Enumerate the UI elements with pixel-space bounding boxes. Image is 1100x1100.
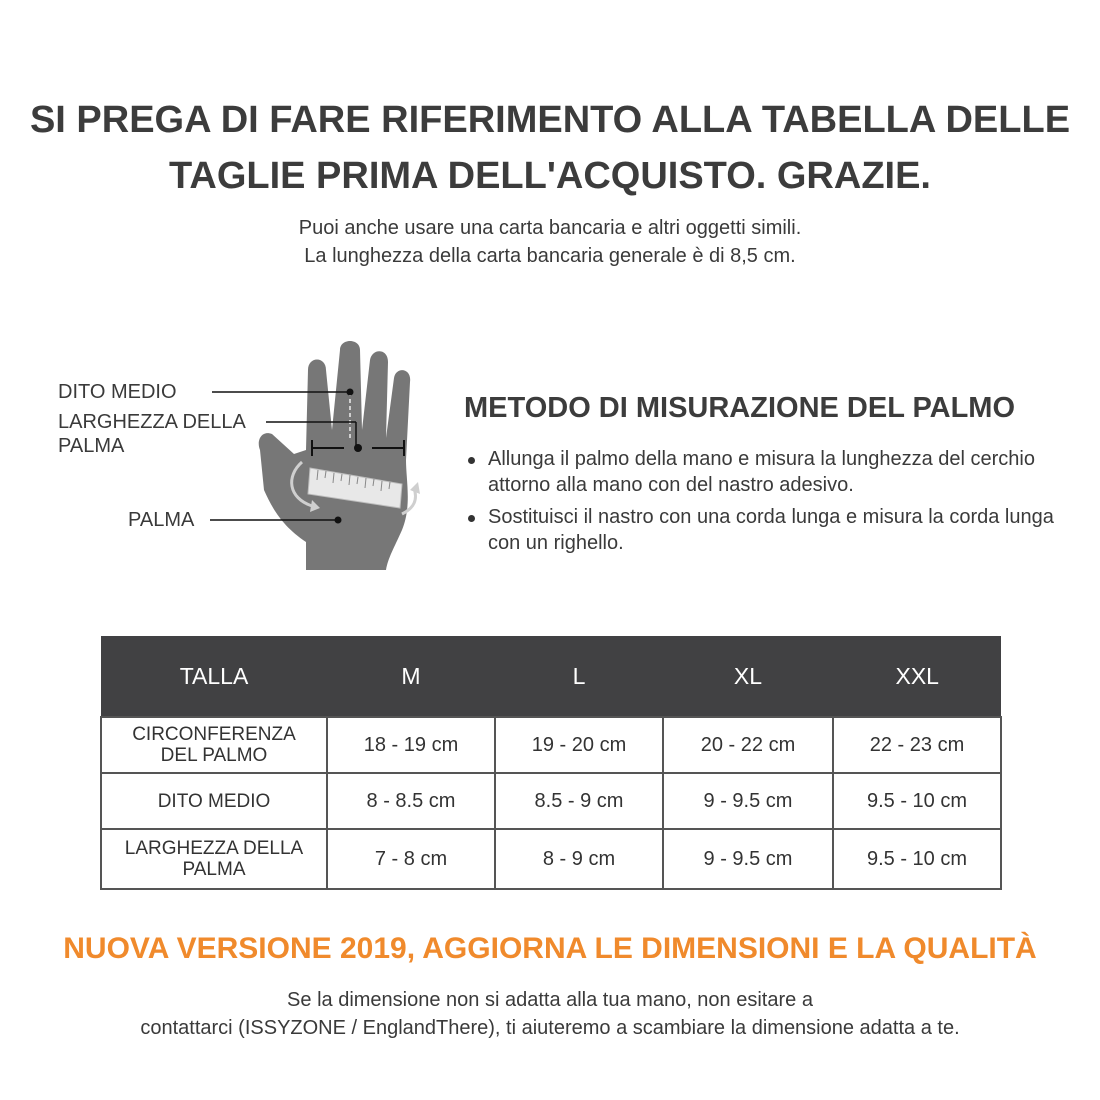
size-table (100, 636, 1002, 890)
label-palm: PALMA (128, 509, 195, 531)
label-palm-width-line-2: PALMA (58, 435, 125, 457)
table-cell: 9 - 9.5 cm (663, 829, 833, 889)
table-cell: 9.5 - 10 cm (833, 773, 1001, 829)
table-cell: 9 - 9.5 cm (663, 773, 833, 829)
row-header (101, 773, 327, 829)
method-list (466, 446, 1086, 562)
label-middle-finger: DITO MEDIO (58, 381, 177, 403)
bullet-icon (468, 515, 475, 522)
headline-line-1: SI PREGA DI FARE RIFERIMENTO ALLA TABELLA DELLE (29, 99, 1071, 141)
row-header (101, 829, 327, 889)
table-cell: 8.5 - 9 cm (495, 773, 663, 829)
hand-shape (259, 341, 410, 570)
table-cell: 9.5 - 10 cm (833, 829, 1001, 889)
table-cell: 8 - 8.5 cm (327, 773, 495, 829)
table-row (101, 717, 1001, 773)
method-item-text: Sostituisci il nastro con una corda lunga e misura la corda lunga con un righello. (488, 506, 1054, 554)
bullet-icon (468, 457, 475, 464)
column-header: TALLA (101, 636, 327, 717)
update-title: NUOVA VERSIONE 2019, AGGIORNA LE DIMENSIONI E LA QUALITÀ (63, 932, 1037, 965)
column-header: XXL (833, 636, 1001, 717)
intro-line-1: Puoi anche usare una carta bancaria e altri oggetti simili. (298, 217, 802, 239)
table-header-row (101, 636, 1001, 717)
row-header-line: PALMA (182, 859, 246, 880)
row-header (101, 717, 327, 773)
row-header-line: LARGHEZZA DELLA (124, 838, 304, 859)
label-palm-width-line-1: LARGHEZZA DELLA (58, 411, 246, 433)
table-cell: 7 - 8 cm (327, 829, 495, 889)
column-header: L (495, 636, 663, 717)
method-item-text: Allunga il palmo della mano e misura la lunghezza del cerchio attorno alla mano con del nastro adesivo. (488, 448, 1035, 496)
table-cell: 20 - 22 cm (663, 717, 833, 773)
column-header: M (327, 636, 495, 717)
method-item (466, 504, 1086, 556)
table-cell: 8 - 9 cm (495, 829, 663, 889)
row-header-line: CIRCONFERENZA (132, 724, 296, 745)
table-cell: 22 - 23 cm (833, 717, 1001, 773)
row-header-line: DEL PALMO (160, 745, 268, 766)
headline-line-2: TAGLIE PRIMA DELL'ACQUISTO. GRAZIE. (168, 155, 931, 197)
update-text (0, 986, 1100, 1042)
intro-line-2: La lunghezza della carta bancaria generale è di 8,5 cm. (304, 245, 796, 267)
intro-text (0, 214, 1100, 270)
table-cell: 19 - 20 cm (495, 717, 663, 773)
method-item (466, 446, 1086, 498)
update-line-2: contattarci (ISSYZONE / EnglandThere), ti aiuteremo a scambiare la dimensione adatta a te. (140, 1017, 960, 1039)
row-header-line: DITO MEDIO (157, 790, 271, 812)
column-header: XL (663, 636, 833, 717)
table-row (101, 773, 1001, 829)
method-title: METODO DI MISURAZIONE DEL PALMO (464, 392, 1016, 424)
table-cell: 18 - 19 cm (327, 717, 495, 773)
update-line-1: Se la dimensione non si adatta alla tua mano, non esitare a (287, 989, 813, 1011)
hand-diagram (50, 330, 440, 580)
page-headline (0, 92, 1100, 204)
table-row (101, 829, 1001, 889)
